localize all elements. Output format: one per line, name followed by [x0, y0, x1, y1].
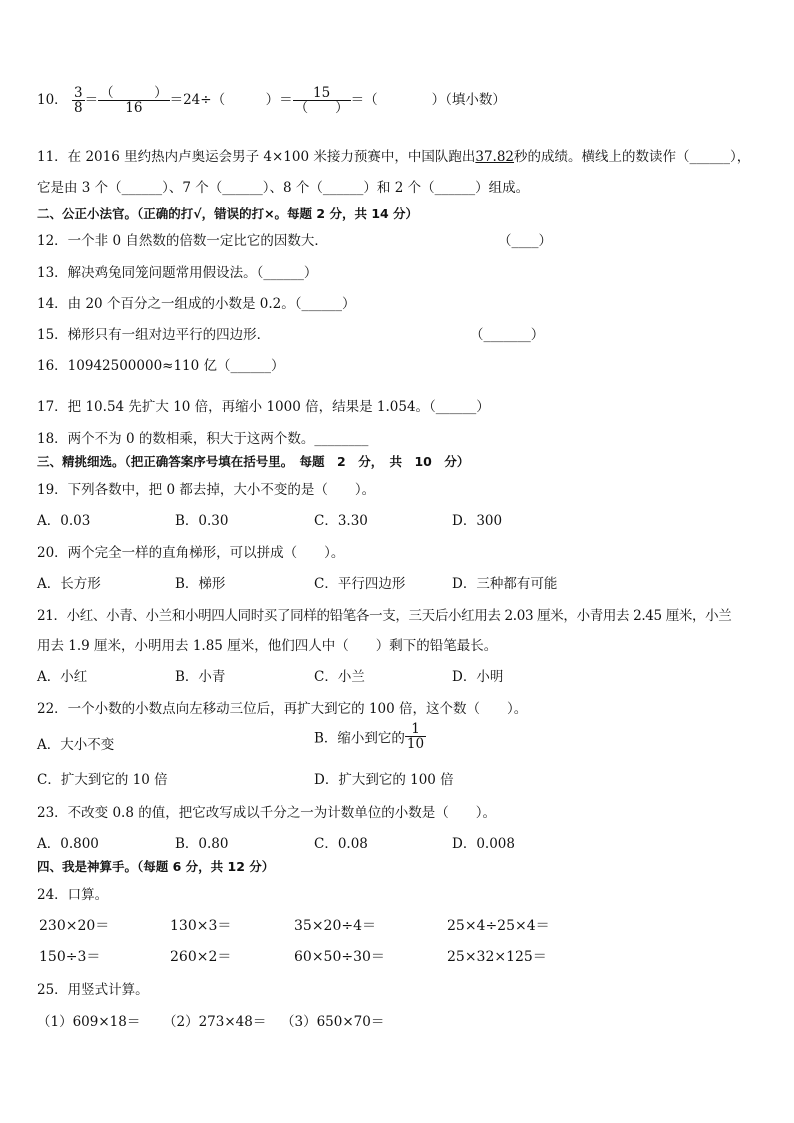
question-19: 19．下列各数中，把 0 都去掉，大小不变的是（ ）。	[37, 482, 376, 498]
question-12: 12．一个非 0 自然数的倍数一定比它的因数大．	[37, 233, 328, 249]
question-25-label: 25．用竖式计算。	[37, 982, 149, 998]
mental-calc-5: 150÷3＝	[39, 949, 101, 965]
q22-option-d: D．扩大到它的 100 倍	[314, 772, 454, 788]
fraction-15-blank: $\frac{15}{( )}$	[294, 85, 349, 117]
q23-option-d: D．0.008	[452, 836, 515, 852]
question-23: 23．不改变 0.8 的值，把它改写成以千分之一为计数单位的小数是（ ）。	[37, 805, 496, 821]
mental-calc-4: 25×4÷25×4＝	[447, 918, 550, 934]
question-18: 18．两个不为 0 的数相乘，积大于这两个数。________	[37, 431, 369, 447]
q21-option-a: A．小红	[37, 669, 88, 685]
question-11-line2: 它是由 3 个（______）、7 个（______）、8 个（______）和 2 个（______）组成。	[37, 180, 530, 196]
section-4-title: 四、我是神算手。（每题 6 分，共 12 分）	[37, 859, 275, 874]
q23-option-b: B．0.80	[175, 836, 229, 852]
fraction-1-10: $\frac{1}{10}$	[406, 721, 425, 753]
q21-option-d: D．小明	[452, 669, 504, 685]
q22-option-b: B．缩小到它的 $\frac{1}{10}$	[314, 721, 425, 753]
question-14: 14．由 20 个百分之一组成的小数是 0.2。（______）	[37, 296, 356, 312]
q22-option-a: A．大小不变	[37, 737, 115, 753]
question-15-blank: （_______）	[470, 327, 545, 343]
q20-option-b: B．梯形	[175, 576, 226, 592]
underlined-number: 37.82	[475, 149, 515, 165]
vertical-calc-3: （3）650×70＝	[281, 1014, 385, 1030]
q21-option-c: C．小兰	[314, 669, 365, 685]
question-22: 22．一个小数的小数点向左移动三位后，再扩大到它的 100 倍，这个数（ ）。	[37, 701, 528, 717]
q20-option-a: A．长方形	[37, 576, 101, 592]
section-2-title: 二、公正小法官。（正确的打√，错误的打×。每题 2 分，共 14 分）	[37, 206, 419, 221]
question-24-label: 24．口算。	[37, 887, 109, 903]
section-3-title: 三、精挑细选。（把正确答案序号填在括号里。 每题 2 分， 共 10 分）	[37, 454, 470, 469]
q23-option-c: C．0.08	[314, 836, 368, 852]
q21-option-b: B．小青	[175, 669, 226, 685]
mental-calc-1: 230×20＝	[39, 918, 110, 934]
mental-calc-6: 260×2＝	[170, 949, 232, 965]
vertical-calc-2: （2）273×48＝	[163, 1014, 267, 1030]
question-10: 10． $\frac{3}{8}$ ＝ $\frac{( )}{16}$ ＝24÷（ ）＝ $\frac{15}{( )}$ ＝（ ）（填小数）	[37, 85, 506, 117]
question-15: 15．梯形只有一组对边平行的四边形．	[37, 327, 271, 343]
q22-option-c: C．扩大到它的 10 倍	[37, 772, 168, 788]
question-16: 16．10942500000≈110 亿（______）	[37, 358, 285, 374]
question-12-blank: （____）	[498, 233, 552, 249]
fraction-3-8: $\frac{3}{8}$	[73, 85, 83, 117]
question-21-line1: 21．小红、小青、小兰和小明四人同时买了同样的铅笔各一支，三天后小红用去 2.03 厘米，小青用去 2.45 厘米，小兰	[37, 608, 732, 624]
q19-option-a: A．0.03	[37, 513, 91, 529]
q19-option-c: C．3.30	[314, 513, 368, 529]
question-13: 13．解决鸡兔同笼问题常用假设法。（______）	[37, 265, 318, 281]
q23-option-a: A．0.800	[37, 836, 99, 852]
q20-option-c: C．平行四边形	[314, 576, 406, 592]
q19-option-b: B．0.30	[175, 513, 229, 529]
question-21-line2: 用去 1.9 厘米，小明用去 1.85 厘米，他们四人中（ ）剩下的铅笔最长。	[37, 638, 498, 654]
question-20: 20．两个完全一样的直角梯形，可以拼成（ ）。	[37, 545, 345, 561]
q20-option-d: D．三种都有可能	[452, 576, 558, 592]
mental-calc-3: 35×20÷4＝	[294, 918, 376, 934]
fraction-blank-16: $\frac{( )}{16}$	[100, 85, 168, 117]
question-11-line1: 11．在 2016 里约热内卢奥运会男子 4×100 米接力预赛中，中国队跑出37.82秒的成绩。横线上的数读作（______），	[37, 149, 751, 165]
mental-calc-2: 130×3＝	[170, 918, 232, 934]
question-17: 17．把 10.54 先扩大 10 倍，再缩小 1000 倍，结果是 1.054。（______）	[37, 399, 490, 415]
q19-option-d: D．300	[452, 513, 503, 529]
vertical-calc-1: （1）609×18＝	[37, 1014, 141, 1030]
mental-calc-8: 25×32×125＝	[447, 949, 547, 965]
mental-calc-7: 60×50÷30＝	[294, 949, 385, 965]
